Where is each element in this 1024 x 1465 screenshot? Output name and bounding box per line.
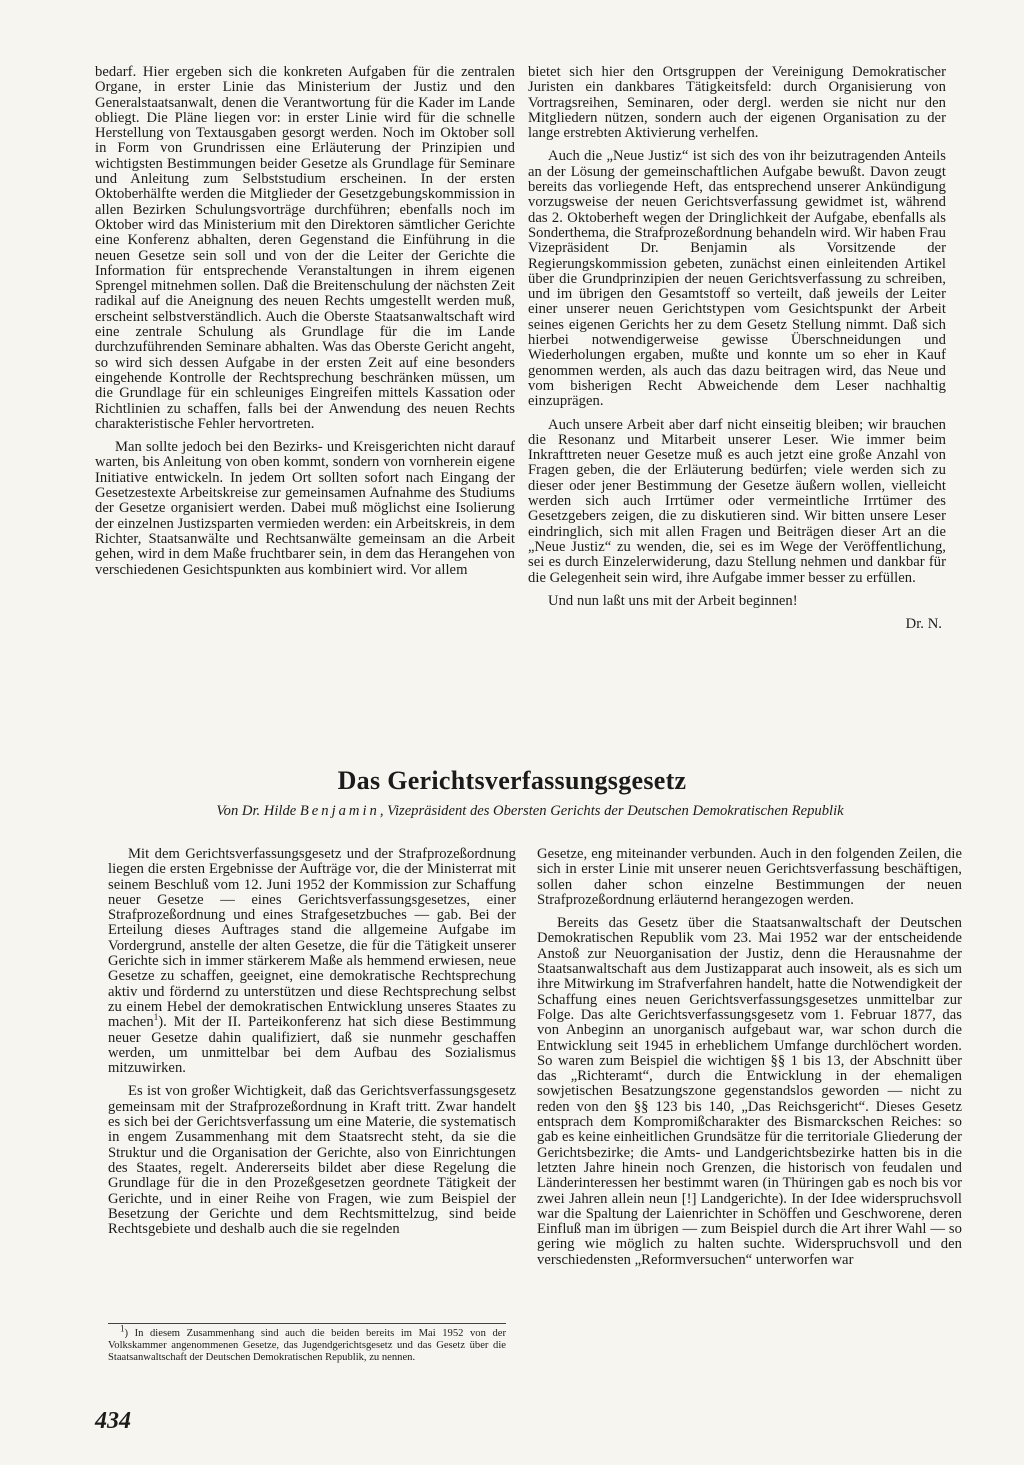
article-left-column (108, 847, 516, 1245)
page-number: 434 (95, 1408, 131, 1434)
footnote-rule (108, 1323, 506, 1324)
paragraph-text: ). Mit der II. Parteikonferenz hat sich diese Bestimmung neuer Gesetze dahin qualifiziert, daß sie nunmehr geschaffen werden, um unmittelbar bei dem Aufbau des Sozialismus mitzuwirken. (108, 1014, 516, 1077)
footnote-text: ) In diesem Zusammenhang sind auch die beiden bereits im Mai 1952 von der Volkskammer angenommenen Gesetze, das Jugendgerichtsgesetz und das Gesetz über die Staatsanwaltschaft der Deutschen Demokratischen Republik, zu nennen. (108, 1328, 506, 1364)
top-right-column (528, 65, 946, 640)
paragraph: Auch die „Neue Justiz“ ist sich des von ihr beizutragenden Anteils an der Lösung der gemeinschaftlichen Aufgabe bewußt. Davon zeugt bereits das vorliegende Heft, das entsprechend unserer Ankündigung vorzugsweise der neuen Gerichtsverfassung gewidmet ist, während das 2. Oktoberheft wegen der Dringlichkeit der Aufgabe, ebenfalls als Sonderthema, die Strafprozeßordnung behandeln wird. Wir haben Frau Vizepräsident Dr. Benjamin als Vorsitzende der Regierungskommission gebeten, zunächst einen einleitenden Artikel über die Grundprinzipien der neuen Gerichtsverfassung zu schreiben, und im übrigen den Gesamtstoff so verteilt, daß jeweils der Leiter einer unserer neuen Gerichtstypen vom Gesichtspunkt der Arbeit seines eigenen Gerichts her zu dem Gesetz Stellung nimmt. Daß sich hierbei notwendigerweise gewisse Überschneidungen und Wiederholungen ergaben, mußte und konnte um so eher in Kauf genommen werden, als auch das dazu beitragen wird, das Neue und vom bisherigen Recht Abweichende dem Leser nachhaltig einzuprägen. (528, 148, 946, 410)
paragraph: bietet sich hier den Ortsgruppen der Vereinigung Demokratischer Juristen ein dankbares Tätigkeitsfeld: durch Organisierung von Vortragsreihen, Seminaren, oder dergl. werden sie nicht nur den Mitgliedern nützen, sondern auch der eigenen Organisation zu der lange erstrebten Aktivierung verhelfen. (528, 64, 946, 142)
signature: Dr. N. (905, 616, 942, 633)
article-title: Das Gerichtsverfassungsgesetz (337, 766, 687, 795)
paragraph: Man sollte jedoch bei den Bezirks- und Kreisgerichten nicht darauf warten, bis Anleitung von oben kommt, sondern von vornherein eigene Initiative entwickeln. In jedem Ort sollten sofort nach Eingang der Gesetzestexte Arbeitskreise zur gemeinsamen Aufnahme des Studiums der Gesetze organisiert werden. Dabei muß möglichst eine Isolierung der einzelnen Justizsparten vermieden werden: ein Arbeitskreis, in dem Richter, Staatsanwälte und Rechtsanwälte gemeinsam an die Arbeit gehen, wird in dem Maße fruchtbarer sein, in dem das Herangehen von verschiedenen Gesichtspunkten aus kombiniert wird. Vor allem (95, 439, 515, 578)
paragraph: Bereits das Gesetz über die Staatsanwaltschaft der Deutschen Demokratischen Republik vom 23. Mai 1952 war der entscheidende Anstoß zur Neuorganisation der Justiz, denn die Herausnahme der Staatsanwaltschaft aus dem Justizapparat auch insoweit, als es sich um ihre Mitwirkung im Strafverfahren handelt, hatte die Notwendigkeit der Schaffung eines neuen Gerichtsverfassungsgesetzes unmittelbar zur Folge. Das alte Gerichtsverfassungsgesetz vom 1. Februar 1877, das von Anbeginn an unorganisch aufgebaut war, war schon durch die Entwicklung seit 1945 in erheblichem Umfange durchlöchert worden. So waren zum Beispiel die wichtigen §§ 1 bis 13, der Abschnitt über das „Richteramt“, durch die Entwicklung in der ehemaligen sowjetischen Besatzungszone gegenstandslos geworden — nicht zu reden von den §§ 123 bis 140, „Das Reichsgericht“. Dieses Gesetz entsprach dem Kompromißcharakter des Bismarckschen Reiches: so gab es keine einheitlichen Grundsätze für die territoriale Gliederung der Gerichtsbezirke; die Amts- und Landgerichtsbezirke hatten bis in die letzten Jahre hinein noch Grenzen, die historisch von feudalen und Länderinteressen her bestimmt waren (in Thüringen gab es noch bis vor zwei Jahren allein neun [!] Landgerichte). In der Idee widerspruchsvoll war die Spaltung der Laienrichter in Schöffen und Geschworene, deren Einfluß man im übrigen — zum Beispiel durch die Art ihrer Wahl — so gering wie möglich zu halten suchte. Widerspruchsvoll und den verschiedensten „Reformversuchen“ unterworfen war (537, 915, 962, 1268)
paragraph: Auch unsere Arbeit aber darf nicht einseitig bleiben; wir brauchen die Resonanz und Mitarbeit unserer Leser. Wie immer beim Inkrafttreten neuer Gesetze muß es auch jetzt eine große Anzahl von Fragen geben, die der Erläuterung bedürfen; viele werden sich zu dieser oder jener Bestimmung der Gesetze äußern wollen, vielleicht werden sich auch Irrtümer oder vermeintliche Irrtümer des Gesetzgebers zeigen, die zu diskutieren sind. Wir bitten unsere Leser eindringlich, sich mit allen Fragen und Beiträgen dieser Art an die „Neue Justiz“ zu wenden, die, sei es im Wege der Veröffentlichung, sei es durch Einzelerwiderung, dazu Stellung nehmen und dankbar für die Gelegenheit sein wird, ihre Aufgabe immer besser zu erfüllen. (528, 416, 946, 586)
article-byline (100, 803, 960, 820)
footnote-ref: 1 (153, 1012, 159, 1023)
paragraph-text: Mit dem Gerichtsverfassungsgesetz und der Strafprozeßordnung liegen die ersten Ergebnisse der Aufträge vor, die der Ministerrat mit seinem Beschluß vom 12. Juni 1952 der Kommission zur Schaffung neuer Gesetze — eines Gerichtsverfassungsgesetzes, einer Strafprozeßordnung und eines Strafgesetzbuches — gab. Bei der Erteilung dieses Auftrages stand die allgemeine Aufgabe im Vordergrund, anstelle der alten Gesetze, die für die Tätigkeit unserer Gerichte sich in immer stärkerem Maße als hemmend erwiesen, neue Gesetze zu schaffen, geeignet, eine demokratische Rechtsprechung aktiv und fördernd zu unterstützen und diese Rechtsprechung selbst zu einem Hebel der demokratischen Entwicklung unseres Staates zu machen (108, 846, 516, 1031)
article-right-column (537, 847, 962, 1276)
byline-suffix: , Vizepräsident des Obersten Gerichts der Deutschen Demokratischen Republik (379, 803, 844, 819)
top-left-column (95, 65, 515, 586)
byline-prefix: Von Dr. Hilde (216, 803, 300, 819)
footnote (108, 1323, 506, 1365)
footnote-mark: 1 (120, 1323, 125, 1334)
paragraph: bedarf. Hier ergeben sich die konkreten Aufgaben für die zentralen Organe, in erster Linie das Ministerium der Justiz und den Generalstaatsanwalt, denen die Verantwortung für die Kader im Lande obliegt. Die Pläne liegen vor: in erster Linie wird für die schnelle Herstellung von Textausgaben gesorgt werden. Noch im Oktober soll in Form von Grundrissen eine Erläuterung der Prinzipien und wichtigsten Bestimmungen beider Gesetze als Grundlage für Seminare und Anleitung zum Selbststudium erscheinen. In der ersten Oktoberhälfte werden die Mitglieder der Gesetzgebungskommission in allen Bezirken Schulungsvorträge durchführen; ebenfalls noch im Oktober wird das Ministerium mit den Direktoren sämtlicher Gerichte eine Konferenz abhalten, deren Gegenstand die Einführung in die neuen Gesetze sein soll und von der die Leiter der Gerichte die Information für entsprechende Veranstaltungen in ihrem eigenen Sprengel mitnehmen sollen. Daß die Breitenschulung der nächsten Zeit radikal auf die Aneignung des neuen Rechts umgestellt werden muß, erscheint selbstverständlich. Auch die Oberste Staatsanwaltschaft wird eine zentrale Schulung als Grundlage für die im Lande durchzuführenden Seminare abhalten. Was das Oberste Gericht angeht, so wird sich dessen Aufgabe in der ersten Zeit auf eine besonders eingehende Kontrolle der Rechtsprechung beschränken müssen, um die Grundlage für ein schleuniges Eingreifen mittels Kassation oder Richtlinien zu schaffen, falls bei der Anwendung des neuen Rechts charakteristische Fehler hervortreten. (95, 64, 515, 432)
paragraph: Es ist von großer Wichtigkeit, daß das Gerichtsverfassungsgesetz gemeinsam mit der Strafprozeßordnung in Kraft tritt. Zwar handelt es sich bei der Gerichtsverfassung um eine Materie, die systematisch in engem Zusammenhang mit dem Staatsrecht steht, da sie die Struktur und die Organisation der Gerichte, also von Einrichtungen des Staates, regelt. Andererseits bildet aber diese Regelung die Grundlage für die in den Prozeßgesetzen geordnete Tätigkeit der Gerichte, und in einer Reihe von Fragen, wie zum Beispiel der Besetzung der Gerichte und dem Rechtsmittelzug, sind beide Rechtsgebiete und deshalb auch die sie regelnden (108, 1083, 516, 1238)
closing-line: Und nun laßt uns mit der Arbeit beginnen! (548, 592, 798, 609)
author-name: Benjamin (299, 803, 380, 819)
paragraph: Gesetze, eng miteinander verbunden. Auch in den folgenden Zeilen, die sich in erster Linie mit unserer neuen Gerichtsverfassung beschäftigen, sollen daher schon einzelne Bestimmungen der neuen Strafprozeßordnung erläuternd herangezogen werden. (537, 846, 962, 908)
paragraph (108, 847, 516, 1076)
